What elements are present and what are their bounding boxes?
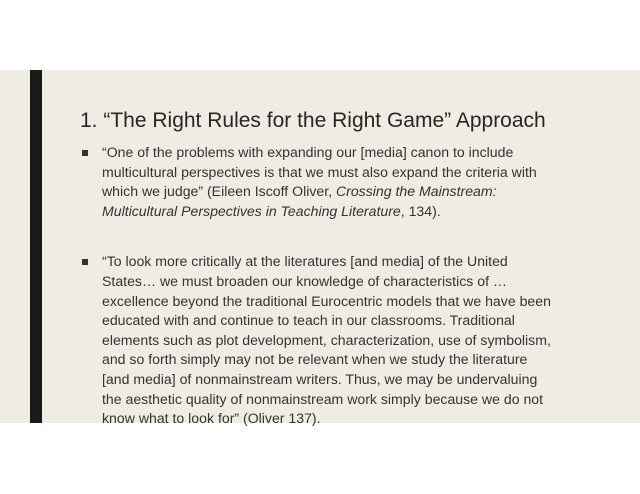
slide-title: 1. “The Right Rules for the Right Game” Approach bbox=[80, 109, 546, 132]
bullet-text-segment: , 134). bbox=[400, 202, 441, 219]
accent-bar bbox=[30, 70, 42, 423]
book-title-italic: Crossing the Mainstream: Multicultural Perspectives in Teaching Literature bbox=[102, 183, 497, 219]
bullet-item bbox=[82, 143, 557, 221]
slide bbox=[0, 70, 640, 427]
bullet-list bbox=[82, 143, 557, 429]
bullet-text bbox=[102, 253, 551, 426]
bullet-text-segment: “One of the problems with expanding our [media] canon to include multicultural perspectives is that we must also expand the criteria with which we judge” (Eileen Iscoff Oliver, bbox=[102, 144, 537, 200]
square-bullet-icon bbox=[82, 150, 88, 156]
bullet-text-segment: “To look more critically at the literatures [and media] of the United States… we must broaden our knowledge of characteristics of … excellence beyond the traditional Eurocentric models that we have been educated with and continue to teach in our classrooms. Traditional elements such as plot development, characterization, use of symbolism, and so forth simply may not be relevant when we study the literature [and media] of nonmainstream writers. Thus, we may be undervaluing the aesthetic quality of nonmainstream work simply because we do not know what to look for” (Oliver 137). bbox=[102, 253, 551, 427]
bullet-text bbox=[102, 144, 537, 219]
bullet-item bbox=[82, 252, 557, 428]
square-bullet-icon bbox=[82, 259, 88, 265]
